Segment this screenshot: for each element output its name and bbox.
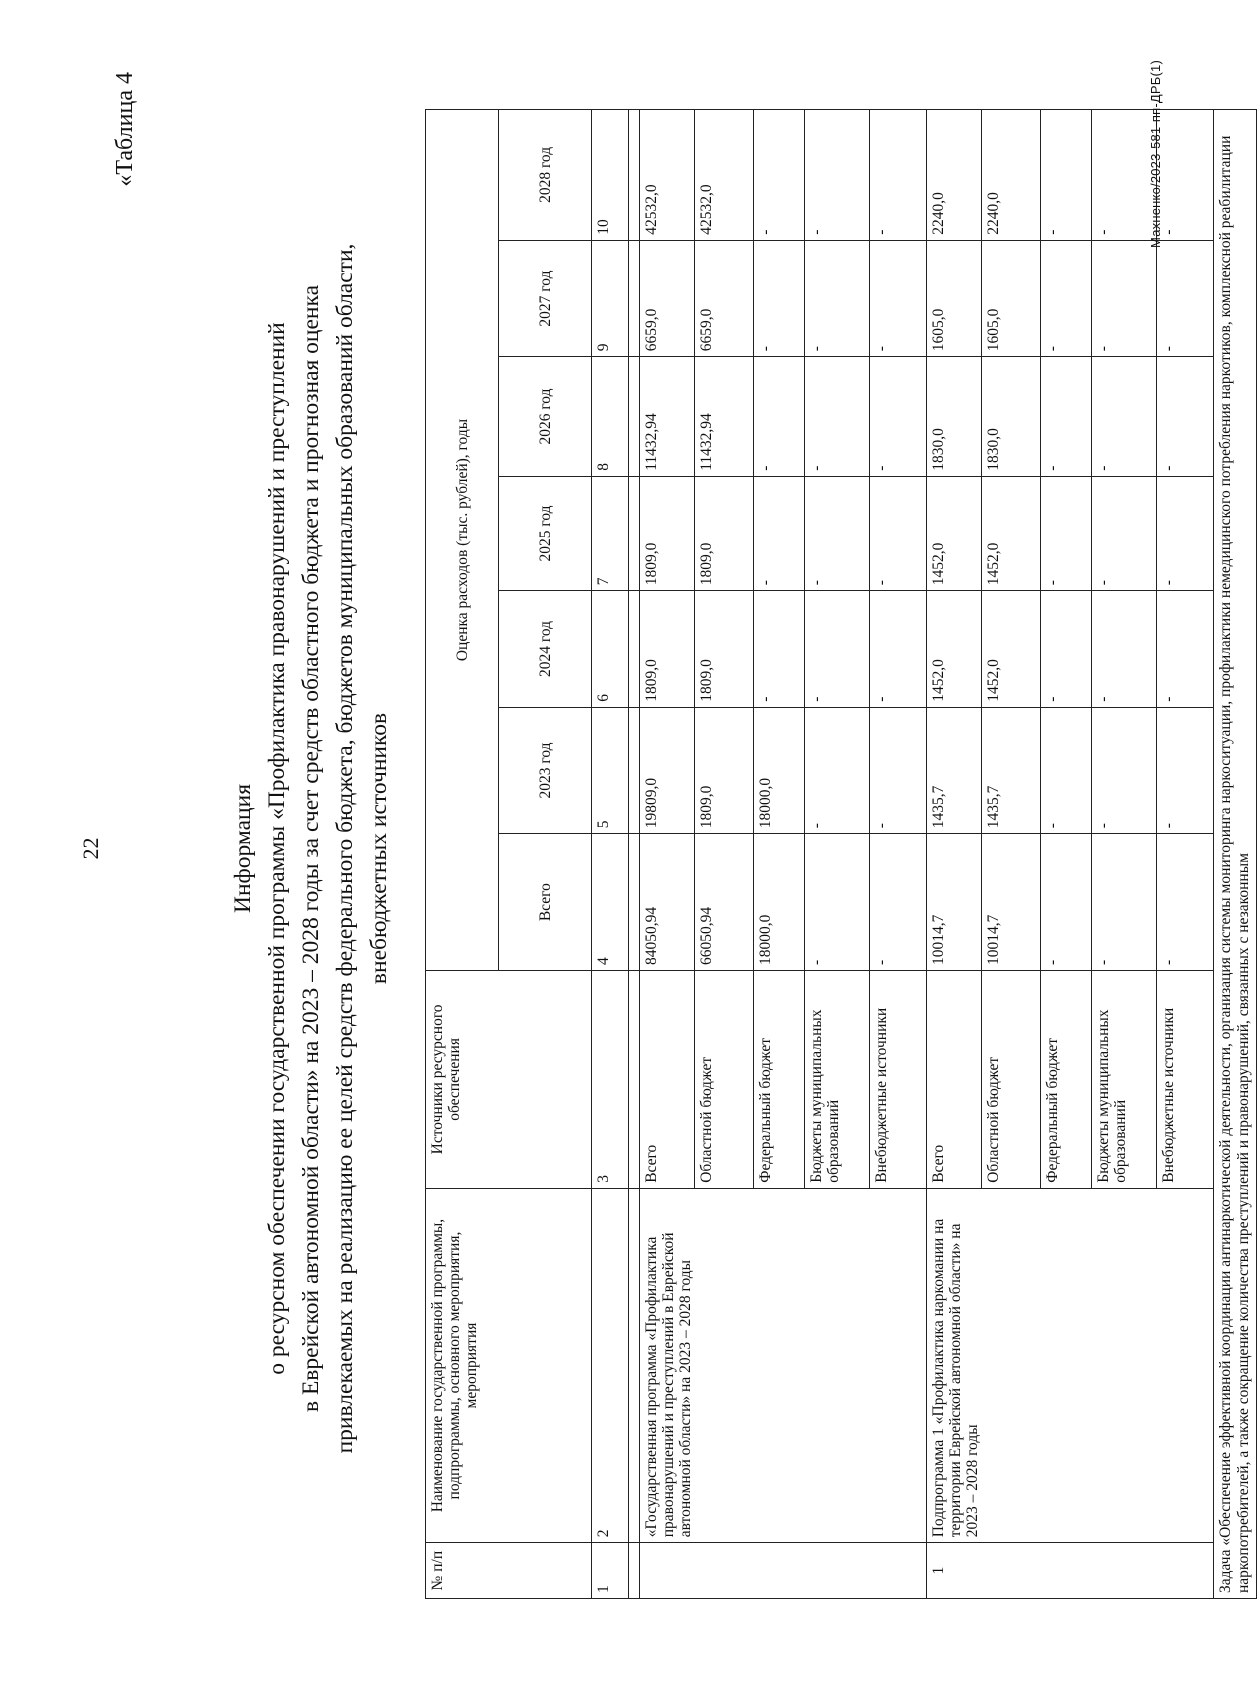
amount-cell: -	[754, 240, 805, 356]
amount-cell: -	[1092, 357, 1157, 477]
table-row	[927, 110, 982, 1599]
amount-cell: -	[1041, 240, 1092, 356]
header-year: 2027 год	[499, 240, 592, 356]
row-number	[640, 1543, 927, 1599]
amount-cell: 6659,0	[695, 240, 754, 356]
page-number: 22	[78, 837, 103, 860]
funding-source: Областной бюджет	[695, 971, 754, 1189]
funding-source: Бюджеты муниципальных образований	[1092, 971, 1157, 1189]
header-estimate: Оценка расходов (тыс. рублей), годы	[426, 110, 499, 971]
amount-cell: -	[1041, 110, 1092, 241]
funding-source: Внебюджетные источники	[1157, 971, 1214, 1189]
amount-cell: -	[870, 240, 927, 356]
amount-cell: 1809,0	[695, 476, 754, 590]
column-number: 10	[592, 110, 629, 241]
funding-source: Бюджеты муниципальных образований	[805, 971, 870, 1189]
task-text: Задача «Обеспечение эффективной координации антинаркотической деятельности, организация системы мониторинга наркоситуации, профилактики немедицинского потребления наркотиков, комплексной реабилитации наркопотребителей, а также сокращение количества преступлений и правонарушений, связанных с незаконным	[1214, 110, 1257, 1599]
amount-cell: -	[1092, 707, 1157, 834]
amount-cell: -	[1157, 707, 1214, 834]
amount-cell: -	[1157, 357, 1214, 477]
amount-cell: -	[1092, 591, 1157, 707]
amount-cell: -	[870, 834, 927, 971]
header-year: 2023 год	[499, 707, 592, 834]
amount-cell: 84050,94	[640, 834, 695, 971]
amount-cell: 1830,0	[927, 357, 982, 477]
amount-cell: -	[1157, 591, 1214, 707]
amount-cell: -	[754, 110, 805, 241]
header-year: 2028 год	[499, 110, 592, 241]
amount-cell: 1809,0	[640, 476, 695, 590]
amount-cell: -	[1092, 110, 1157, 241]
header-year: Всего	[499, 834, 592, 971]
column-number: 5	[592, 707, 629, 834]
header-year: 2026 год	[499, 357, 592, 477]
title-line: Информация	[230, 783, 256, 914]
amount-cell: -	[1092, 240, 1157, 356]
amount-cell: -	[805, 591, 870, 707]
table-row	[640, 110, 695, 1599]
header-year: 2024 год	[499, 591, 592, 707]
amount-cell: -	[1041, 476, 1092, 590]
amount-cell: 1605,0	[982, 240, 1041, 356]
amount-cell: 42532,0	[695, 110, 754, 241]
header-year: 2025 год	[499, 476, 592, 590]
amount-cell: -	[870, 476, 927, 590]
funding-source: Областной бюджет	[982, 971, 1041, 1189]
amount-cell: 1809,0	[695, 707, 754, 834]
title-line: привлекаемых на реализацию ее целей средств федерального бюджета, бюджетов муниципальных образований области,	[332, 243, 358, 1454]
amount-cell: 1830,0	[982, 357, 1041, 477]
amount-cell: 1452,0	[927, 476, 982, 590]
column-number: 1	[592, 1543, 629, 1599]
header-num: № п/п	[426, 1543, 592, 1599]
column-number: 2	[592, 1188, 629, 1543]
amount-cell: 1809,0	[640, 591, 695, 707]
amount-cell: 1452,0	[982, 591, 1041, 707]
amount-cell: 11432,94	[695, 357, 754, 477]
program-name: Подпрограмма 1 «Профилактика наркомании на территории Еврейской автономной области» на 2023 – 2028 годы	[927, 1188, 1214, 1543]
column-number-row	[592, 110, 629, 1599]
column-number: 7	[592, 476, 629, 590]
amount-cell: 10014,7	[982, 834, 1041, 971]
funding-source: Федеральный бюджет	[754, 971, 805, 1189]
amount-cell: -	[805, 834, 870, 971]
amount-cell: -	[1041, 707, 1092, 834]
amount-cell: 1452,0	[927, 591, 982, 707]
program-name: «Государственная программа «Профилактика правонарушений и преступлений в Еврейской автономной области» на 2023 – 2028 годы	[640, 1188, 927, 1543]
amount-cell: -	[754, 476, 805, 590]
resource-table	[425, 109, 1257, 1599]
amount-cell: -	[1041, 591, 1092, 707]
header-name: Наименование государственной программы, подпрограммы, основного мероприятия, мероприятия	[426, 1188, 592, 1543]
amount-cell: -	[870, 591, 927, 707]
funding-source: Внебюджетные источники	[870, 971, 927, 1189]
amount-cell: 18000,0	[754, 707, 805, 834]
amount-cell: -	[870, 357, 927, 477]
amount-cell: -	[805, 357, 870, 477]
amount-cell: -	[1157, 240, 1214, 356]
title-line: в Еврейской автономной области» на 2023 – 2028 годы за счет средств областного бюджета и прогнозная оценка	[298, 284, 324, 1413]
amount-cell: -	[1092, 476, 1157, 590]
column-number: 6	[592, 591, 629, 707]
column-number: 4	[592, 834, 629, 971]
column-number: 8	[592, 357, 629, 477]
amount-cell: 18000,0	[754, 834, 805, 971]
amount-cell: -	[1157, 834, 1214, 971]
amount-cell: -	[1157, 476, 1214, 590]
amount-cell: 1809,0	[695, 591, 754, 707]
amount-cell: 2240,0	[982, 110, 1041, 241]
amount-cell: 1452,0	[982, 476, 1041, 590]
amount-cell: 11432,94	[640, 357, 695, 477]
amount-cell: -	[870, 110, 927, 241]
table-label: «Таблица 4	[112, 72, 138, 187]
amount-cell: -	[805, 707, 870, 834]
amount-cell: 1605,0	[927, 240, 982, 356]
amount-cell: -	[805, 240, 870, 356]
funding-source: Всего	[927, 971, 982, 1189]
document-code: Махненко/2023-581-пп-ДРБ(1)	[1148, 60, 1163, 248]
header-source: Источники ресурсного обеспечения	[426, 971, 592, 1189]
document-title	[226, 200, 396, 1497]
amount-cell: -	[805, 110, 870, 241]
amount-cell: 66050,94	[695, 834, 754, 971]
amount-cell: 10014,7	[927, 834, 982, 971]
amount-cell: -	[870, 707, 927, 834]
amount-cell: 6659,0	[640, 240, 695, 356]
header-row	[426, 110, 499, 1599]
amount-cell: -	[754, 591, 805, 707]
separator-row	[629, 110, 640, 1599]
amount-cell: -	[1041, 834, 1092, 971]
amount-cell: -	[1157, 110, 1214, 241]
amount-cell: -	[1092, 834, 1157, 971]
title-line: о ресурсном обеспечении государственной программы «Профилактика правонарушений и преступлений	[264, 322, 290, 1375]
amount-cell: 1435,7	[982, 707, 1041, 834]
column-number: 9	[592, 240, 629, 356]
amount-cell: 42532,0	[640, 110, 695, 241]
amount-cell: -	[1041, 357, 1092, 477]
column-number: 3	[592, 971, 629, 1189]
amount-cell: 19809,0	[640, 707, 695, 834]
funding-source: Федеральный бюджет	[1041, 971, 1092, 1189]
amount-cell: 2240,0	[927, 110, 982, 241]
amount-cell: -	[754, 357, 805, 477]
title-line: внебюджетных источников	[366, 712, 392, 985]
row-number: 1	[927, 1543, 1214, 1599]
funding-source: Всего	[640, 971, 695, 1189]
amount-cell: 1435,7	[927, 707, 982, 834]
task-row	[1214, 110, 1257, 1599]
amount-cell: -	[805, 476, 870, 590]
